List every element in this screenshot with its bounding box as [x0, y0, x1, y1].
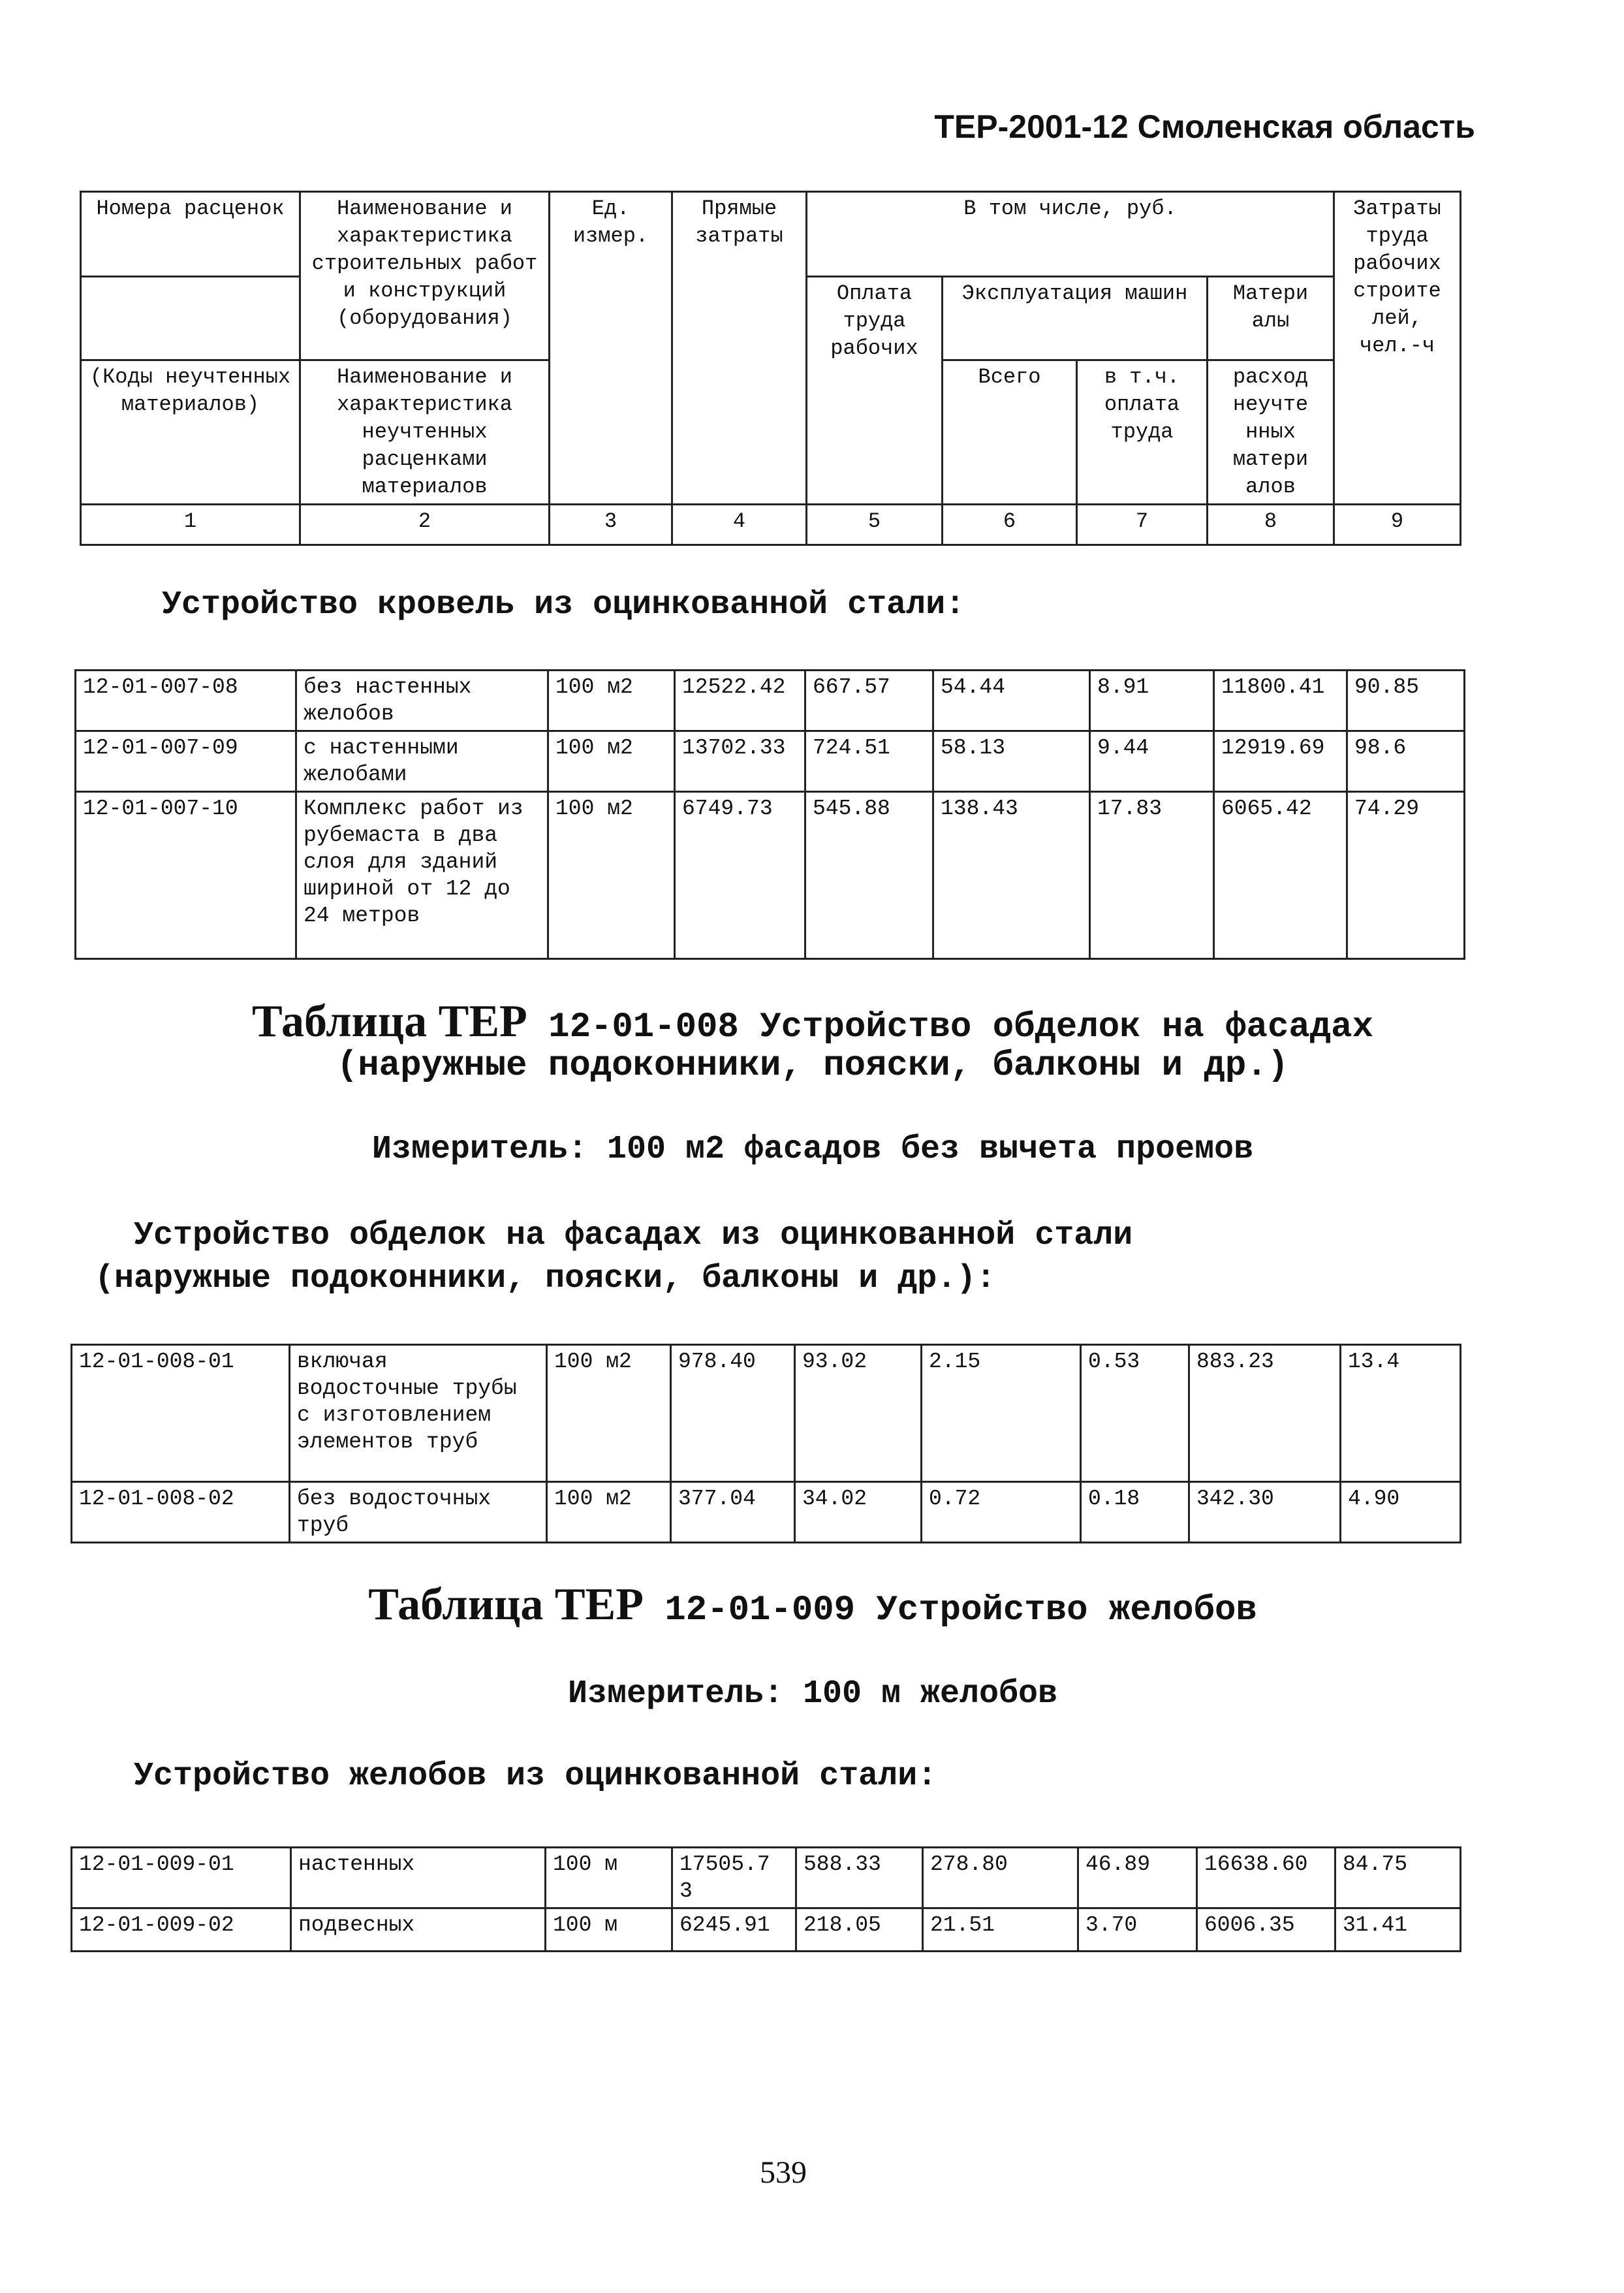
rate-labor: 218.05: [796, 1908, 923, 1952]
rate-labor: 724.51: [805, 731, 933, 792]
rate-code: 12-01-007-09: [76, 731, 296, 792]
rate-labor: 93.02: [795, 1345, 922, 1482]
header-materials: Матери алы: [1208, 277, 1334, 360]
rate-materials: 16638.60: [1197, 1848, 1335, 1908]
header-name-unaccounted: Наименование и характеристика неучтенных расценками материалов: [300, 360, 550, 505]
rate-machine-labor: 0.53: [1081, 1345, 1189, 1482]
table-subtitle: (наружные подоконники, пояски, балконы и др.): [336, 1046, 1289, 1086]
rate-machines: 21.51: [923, 1908, 1078, 1952]
rate-direct: 6749.73: [675, 792, 805, 959]
rate-code: 12-01-009-02: [72, 1908, 291, 1952]
col-number: 2: [300, 505, 550, 545]
rate-machine-labor: 17.83: [1090, 792, 1214, 959]
header-unit: Ед. измер.: [550, 192, 672, 505]
rate-unit: 100 м2: [548, 792, 675, 959]
rate-unit: 100 м: [546, 1848, 672, 1908]
rate-hours: 31.41: [1335, 1908, 1461, 1952]
col-number: 7: [1077, 505, 1208, 545]
rate-labor: 588.33: [796, 1848, 923, 1908]
header-machines: Эксплуатация машин: [943, 277, 1208, 360]
rate-materials: 11800.41: [1214, 671, 1347, 731]
rate-unit: 100 м: [546, 1908, 672, 1952]
rate-machine-labor: 8.91: [1090, 671, 1214, 731]
table-title: Таблица ТЕР 12-01-009 Устройство желобов: [368, 1579, 1257, 1630]
rate-hours: 13.4: [1341, 1345, 1461, 1482]
rate-machine-labor: 3.70: [1078, 1908, 1197, 1952]
rate-machines: 58.13: [933, 731, 1090, 792]
rate-unit: 100 м2: [547, 1345, 671, 1482]
rate-code: 12-01-007-10: [76, 792, 296, 959]
rate-direct: 13702.33: [675, 731, 805, 792]
rate-machines: 2.15: [922, 1345, 1081, 1482]
col-number: 3: [550, 505, 672, 545]
meter: Измеритель: 100 м2 фасадов без вычета проемов: [371, 1131, 1254, 1168]
rate-hours: 74.29: [1347, 792, 1465, 959]
header-including: В том числе, руб.: [807, 192, 1334, 277]
rate-hours: 84.75: [1335, 1848, 1461, 1908]
rate-name: настенных: [291, 1848, 546, 1908]
column-header-table: [80, 191, 1461, 546]
header-codes-unaccounted: (Коды неучтенных материалов): [81, 360, 300, 505]
rate-labor: 34.02: [795, 1482, 922, 1543]
rate-labor: 667.57: [805, 671, 933, 731]
rate-direct: 12522.42: [675, 671, 805, 731]
col-number: 8: [1208, 505, 1334, 545]
header-machine-labor: в т.ч. оплата труда: [1077, 360, 1208, 505]
header-direct: Прямые затраты: [672, 192, 807, 505]
rate-direct: 17505.7 3: [672, 1848, 796, 1908]
page-number: 539: [760, 2155, 807, 2190]
header-labor-hours: Затраты труда рабочих строите лей, чел.-ч: [1334, 192, 1461, 505]
section-title: Устройство кровель из оцинкованной стали:: [162, 586, 965, 624]
rate-materials: 12919.69: [1214, 731, 1347, 792]
rate-name: включая водосточные трубы с изготовлением элементов труб: [290, 1345, 547, 1482]
subsection-title: Устройство желобов из оцинкованной стали:: [134, 1758, 937, 1795]
rate-materials: 6065.42: [1214, 792, 1347, 959]
rate-machine-labor: 9.44: [1090, 731, 1214, 792]
rate-name: без настенных желобов: [296, 671, 548, 731]
rates-table-009: [70, 1846, 1461, 1952]
rate-direct: 978.40: [671, 1345, 795, 1482]
col-number: 4: [672, 505, 807, 545]
rate-materials: 6006.35: [1197, 1908, 1335, 1952]
subsection-title-line2: (наружные подоконники, пояски, балконы и др.):: [95, 1260, 996, 1297]
rate-direct: 377.04: [671, 1482, 795, 1543]
col-number: 5: [807, 505, 943, 545]
rates-table-007: [74, 669, 1465, 960]
rate-code: 12-01-008-02: [72, 1482, 290, 1543]
rate-machine-labor: 46.89: [1078, 1848, 1197, 1908]
rate-code: 12-01-009-01: [72, 1848, 291, 1908]
col-number: 6: [943, 505, 1077, 545]
rate-unit: 100 м2: [548, 731, 675, 792]
rate-materials: 883.23: [1189, 1345, 1341, 1482]
rate-machine-labor: 0.18: [1081, 1482, 1189, 1543]
rate-hours: 90.85: [1347, 671, 1465, 731]
rate-hours: 4.90: [1341, 1482, 1461, 1543]
rate-direct: 6245.91: [672, 1908, 796, 1952]
document-header: ТЕР-2001-12 Смоленская область: [934, 108, 1475, 145]
rate-labor: 545.88: [805, 792, 933, 959]
rate-materials: 342.30: [1189, 1482, 1341, 1543]
rate-name: подвесных: [291, 1908, 546, 1952]
header-machines-total: Всего: [943, 360, 1077, 505]
rate-machines: 278.80: [923, 1848, 1078, 1908]
rate-hours: 98.6: [1347, 731, 1465, 792]
subsection-title: Устройство обделок на фасадах из оцинкованной стали: [134, 1217, 1133, 1254]
table-title: Таблица ТЕР 12-01-008 Устройство обделок на фасадах: [252, 996, 1373, 1047]
rate-machines: 138.43: [933, 792, 1090, 959]
rate-machines: 0.72: [922, 1482, 1081, 1543]
rates-table-008: [70, 1344, 1461, 1543]
rate-name: с настенными желобами: [296, 731, 548, 792]
rate-name: Комплекс работ из рубемаста в два слоя для зданий шириной от 12 до 24 метров: [296, 792, 548, 959]
col-number: 1: [81, 505, 300, 545]
col-number: 9: [1334, 505, 1461, 545]
rate-machines: 54.44: [933, 671, 1090, 731]
header-labor: Оплата труда рабочих: [807, 277, 943, 505]
rate-name: без водосточных труб: [290, 1482, 547, 1543]
header-codes: Номера расценок: [81, 192, 300, 277]
rate-unit: 100 м2: [547, 1482, 671, 1543]
header-name: Наименование и характеристика строительных работ и конструкций (оборудования): [300, 192, 550, 360]
meter: Измеритель: 100 м желобов: [567, 1675, 1058, 1713]
header-materials-unaccounted: расход неучте нных матери алов: [1208, 360, 1334, 505]
rate-code: 12-01-007-08: [76, 671, 296, 731]
rate-code: 12-01-008-01: [72, 1345, 290, 1482]
rate-unit: 100 м2: [548, 671, 675, 731]
